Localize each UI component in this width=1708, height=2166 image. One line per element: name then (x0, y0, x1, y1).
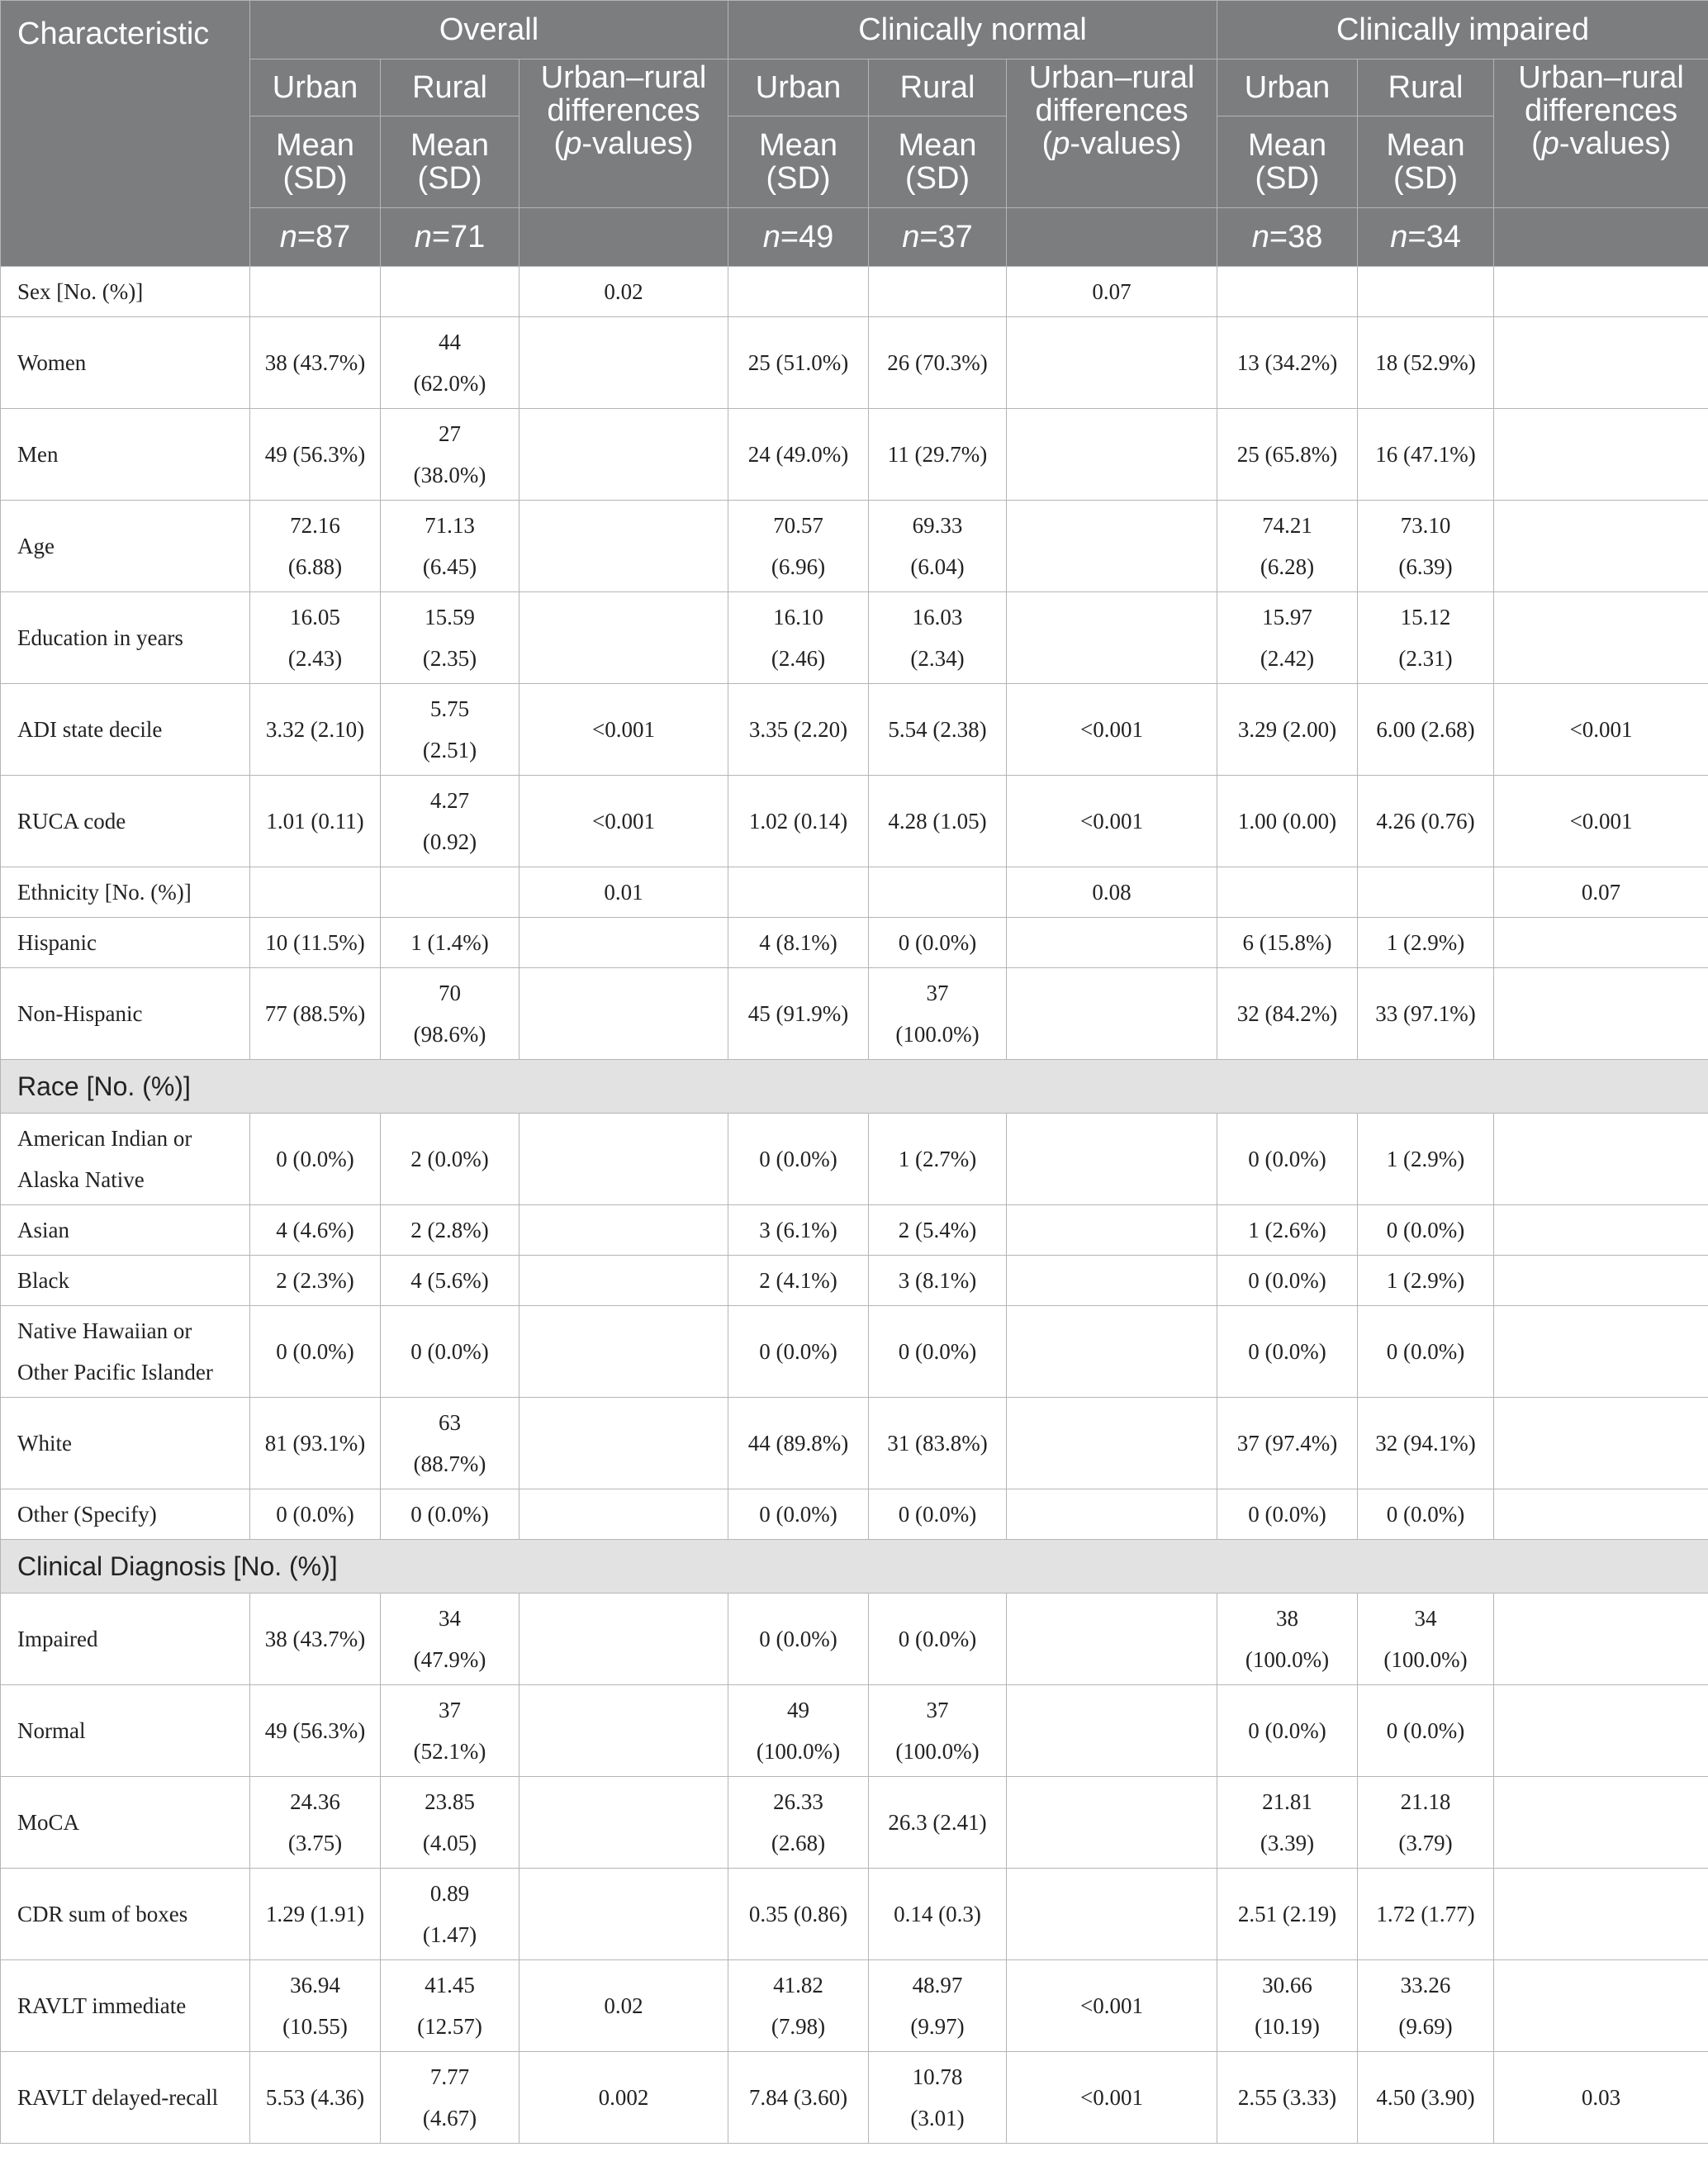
cell-overall-urban (250, 867, 381, 918)
table-row (1, 1594, 1708, 1685)
cell-normal-rural: 0 (0.0%) (869, 1306, 1007, 1398)
cell-impaired-rural: 33.26 (9.69) (1358, 1960, 1494, 2052)
table-row (1, 1114, 1708, 1205)
cell-overall-rural: 7.77 (4.67) (381, 2052, 520, 2144)
cell-impaired-rural: 1 (2.9%) (1358, 1114, 1494, 1205)
table-row (1, 918, 1708, 968)
cell-normal-urban: 0 (0.0%) (728, 1594, 869, 1685)
table-row (1, 1777, 1708, 1869)
cell-overall-pvalue: 0.01 (520, 867, 728, 918)
row-label: Native Hawaiian or Other Pacific Islander (1, 1306, 250, 1398)
cell-impaired-pvalue (1494, 968, 1708, 1060)
cell-overall-rural: 2 (2.8%) (381, 1205, 520, 1256)
cell-normal-urban: 1.02 (0.14) (728, 776, 869, 867)
cell-normal-pvalue (1007, 1398, 1217, 1489)
cell-overall-urban: 49 (56.3%) (250, 409, 381, 501)
cell-normal-rural: 0.14 (0.3) (869, 1869, 1007, 1960)
cell-normal-rural: 3 (8.1%) (869, 1256, 1007, 1306)
cell-normal-pvalue (1007, 592, 1217, 684)
cell-impaired-pvalue (1494, 1205, 1708, 1256)
cell-overall-rural: 63 (88.7%) (381, 1398, 520, 1489)
row-label: Sex [No. (%)] (1, 267, 250, 317)
table-row (1, 968, 1708, 1060)
cell-normal-urban: 70.57 (6.96) (728, 501, 869, 592)
cell-overall-pvalue (520, 968, 728, 1060)
cell-overall-pvalue (520, 592, 728, 684)
cell-normal-urban: 7.84 (3.60) (728, 2052, 869, 2144)
cell-impaired-urban: 0 (0.0%) (1217, 1306, 1358, 1398)
cell-impaired-pvalue (1494, 1306, 1708, 1398)
header-measure-row (1, 116, 1708, 208)
cell-normal-pvalue: <0.001 (1007, 1960, 1217, 2052)
cell-impaired-pvalue (1494, 409, 1708, 501)
cell-impaired-rural: 21.18 (3.79) (1358, 1777, 1494, 1869)
cell-normal-urban: 3.35 (2.20) (728, 684, 869, 776)
cell-impaired-urban: 0 (0.0%) (1217, 1114, 1358, 1205)
cell-normal-pvalue: 0.08 (1007, 867, 1217, 918)
cell-overall-pvalue (520, 1256, 728, 1306)
table-row (1, 867, 1708, 918)
cell-overall-pvalue (520, 1398, 728, 1489)
cell-overall-rural: 23.85 (4.05) (381, 1777, 520, 1869)
cell-overall-urban: 72.16 (6.88) (250, 501, 381, 592)
cell-overall-pvalue (520, 1205, 728, 1256)
row-label: RAVLT delayed-recall (1, 2052, 250, 2144)
cell-overall-pvalue: 0.02 (520, 267, 728, 317)
cell-overall-urban: 49 (56.3%) (250, 1685, 381, 1777)
section-label: Race [No. (%)] (1, 1060, 1708, 1114)
cell-normal-pvalue (1007, 501, 1217, 592)
cell-impaired-urban: 2.55 (3.33) (1217, 2052, 1358, 2144)
cell-impaired-pvalue (1494, 267, 1708, 317)
cell-normal-pvalue (1007, 1685, 1217, 1777)
cell-normal-pvalue (1007, 1869, 1217, 1960)
cell-impaired-urban: 13 (34.2%) (1217, 317, 1358, 409)
cell-normal-rural: 5.54 (2.38) (869, 684, 1007, 776)
cell-overall-pvalue: <0.001 (520, 776, 728, 867)
cell-overall-urban: 5.53 (4.36) (250, 2052, 381, 2144)
cell-impaired-rural: 0 (0.0%) (1358, 1489, 1494, 1540)
cell-impaired-pvalue: 0.03 (1494, 2052, 1708, 2144)
cell-impaired-pvalue (1494, 1398, 1708, 1489)
cell-impaired-rural: 18 (52.9%) (1358, 317, 1494, 409)
cell-normal-urban: 25 (51.0%) (728, 317, 869, 409)
table-row (1, 2052, 1708, 2144)
cell-normal-pvalue (1007, 1256, 1217, 1306)
cell-impaired-urban: 6 (15.8%) (1217, 918, 1358, 968)
cell-normal-pvalue: <0.001 (1007, 2052, 1217, 2144)
n-count: n=37 (869, 208, 1007, 267)
cell-overall-rural: 5.75 (2.51) (381, 684, 520, 776)
mean-sd-header: Mean (SD) (728, 116, 869, 208)
header-n-row (1, 208, 1708, 267)
cell-overall-urban: 36.94 (10.55) (250, 1960, 381, 2052)
table-row (1, 1306, 1708, 1398)
cell-overall-rural: 27 (38.0%) (381, 409, 520, 501)
pvalue-header: Urban–rural differences (p-values) (1007, 59, 1217, 208)
cell-normal-urban: 3 (6.1%) (728, 1205, 869, 1256)
cell-impaired-rural: 34 (100.0%) (1358, 1594, 1494, 1685)
mean-sd-header: Mean (SD) (381, 116, 520, 208)
n-empty (1007, 208, 1217, 267)
cell-normal-rural: 31 (83.8%) (869, 1398, 1007, 1489)
row-label: CDR sum of boxes (1, 1869, 250, 1960)
row-label: RUCA code (1, 776, 250, 867)
cell-normal-urban: 45 (91.9%) (728, 968, 869, 1060)
cell-normal-pvalue: <0.001 (1007, 684, 1217, 776)
cell-normal-pvalue (1007, 1489, 1217, 1540)
row-label: Black (1, 1256, 250, 1306)
row-label: White (1, 1398, 250, 1489)
table-row (1, 592, 1708, 684)
table-body (1, 267, 1708, 2144)
cell-normal-urban: 49 (100.0%) (728, 1685, 869, 1777)
cell-impaired-urban: 2.51 (2.19) (1217, 1869, 1358, 1960)
cell-overall-urban: 0 (0.0%) (250, 1114, 381, 1205)
cell-impaired-rural: 6.00 (2.68) (1358, 684, 1494, 776)
row-label: Other (Specify) (1, 1489, 250, 1540)
cell-impaired-urban: 1 (2.6%) (1217, 1205, 1358, 1256)
cell-overall-rural: 0.89 (1.47) (381, 1869, 520, 1960)
mean-sd-header: Mean (SD) (869, 116, 1007, 208)
cell-impaired-urban: 74.21 (6.28) (1217, 501, 1358, 592)
table-header (1, 1, 1708, 267)
n-empty (520, 208, 728, 267)
cell-impaired-rural (1358, 267, 1494, 317)
cell-overall-pvalue: 0.002 (520, 2052, 728, 2144)
cell-impaired-pvalue: <0.001 (1494, 776, 1708, 867)
cell-overall-urban: 0 (0.0%) (250, 1306, 381, 1398)
cell-normal-urban: 0 (0.0%) (728, 1114, 869, 1205)
row-label: American Indian or Alaska Native (1, 1114, 250, 1205)
cell-normal-rural: 0 (0.0%) (869, 1489, 1007, 1540)
cell-impaired-urban: 21.81 (3.39) (1217, 1777, 1358, 1869)
cell-normal-rural (869, 267, 1007, 317)
cell-impaired-urban: 0 (0.0%) (1217, 1685, 1358, 1777)
cell-impaired-urban: 30.66 (10.19) (1217, 1960, 1358, 2052)
cell-overall-pvalue (520, 409, 728, 501)
cell-normal-pvalue (1007, 1777, 1217, 1869)
cell-overall-urban: 24.36 (3.75) (250, 1777, 381, 1869)
table-row (1, 1489, 1708, 1540)
n-count: n=71 (381, 208, 520, 267)
group-header-clinically-normal: Clinically normal (728, 1, 1217, 59)
cell-impaired-urban: 38 (100.0%) (1217, 1594, 1358, 1685)
cell-normal-rural: 69.33 (6.04) (869, 501, 1007, 592)
cell-overall-rural: 2 (0.0%) (381, 1114, 520, 1205)
mean-sd-header: Mean (SD) (1217, 116, 1358, 208)
cell-normal-rural: 1 (2.7%) (869, 1114, 1007, 1205)
cell-normal-rural: 0 (0.0%) (869, 1594, 1007, 1685)
cell-overall-rural: 37 (52.1%) (381, 1685, 520, 1777)
cell-normal-pvalue (1007, 968, 1217, 1060)
cell-impaired-rural: 32 (94.1%) (1358, 1398, 1494, 1489)
cell-normal-rural: 16.03 (2.34) (869, 592, 1007, 684)
cell-impaired-rural: 1 (2.9%) (1358, 1256, 1494, 1306)
cell-impaired-rural: 4.50 (3.90) (1358, 2052, 1494, 2144)
cell-normal-urban: 0 (0.0%) (728, 1306, 869, 1398)
section-header-row (1, 1060, 1708, 1114)
mean-sd-header: Mean (SD) (250, 116, 381, 208)
cell-impaired-rural: 15.12 (2.31) (1358, 592, 1494, 684)
table-row (1, 1960, 1708, 2052)
row-label: Ethnicity [No. (%)] (1, 867, 250, 918)
cell-overall-rural: 44 (62.0%) (381, 317, 520, 409)
cell-impaired-pvalue (1494, 1256, 1708, 1306)
cell-normal-urban (728, 867, 869, 918)
cell-overall-urban: 10 (11.5%) (250, 918, 381, 968)
rural-header: Rural (381, 59, 520, 116)
cell-normal-urban: 44 (89.8%) (728, 1398, 869, 1489)
row-label: Education in years (1, 592, 250, 684)
table-row (1, 501, 1708, 592)
table-row (1, 1685, 1708, 1777)
cell-impaired-rural: 73.10 (6.39) (1358, 501, 1494, 592)
cell-impaired-pvalue (1494, 1777, 1708, 1869)
cell-impaired-pvalue (1494, 317, 1708, 409)
header-subgroup-row (1, 59, 1708, 116)
cell-normal-rural: 0 (0.0%) (869, 918, 1007, 968)
cell-overall-urban: 38 (43.7%) (250, 1594, 381, 1685)
cell-normal-urban (728, 267, 869, 317)
pvalue-header: Urban–rural differences (p-values) (520, 59, 728, 208)
cell-impaired-rural: 1 (2.9%) (1358, 918, 1494, 968)
row-label: Impaired (1, 1594, 250, 1685)
cell-impaired-pvalue (1494, 501, 1708, 592)
group-header-overall: Overall (250, 1, 728, 59)
cell-overall-rural: 41.45 (12.57) (381, 1960, 520, 2052)
cell-impaired-pvalue (1494, 1594, 1708, 1685)
cell-normal-pvalue (1007, 918, 1217, 968)
cell-overall-urban: 4 (4.6%) (250, 1205, 381, 1256)
cell-normal-urban: 0 (0.0%) (728, 1489, 869, 1540)
cell-impaired-pvalue (1494, 1960, 1708, 2052)
cell-impaired-rural: 0 (0.0%) (1358, 1205, 1494, 1256)
cell-normal-pvalue (1007, 1114, 1217, 1205)
cell-normal-pvalue: <0.001 (1007, 776, 1217, 867)
row-label: Hispanic (1, 918, 250, 968)
cell-overall-urban: 3.32 (2.10) (250, 684, 381, 776)
cell-impaired-urban: 37 (97.4%) (1217, 1398, 1358, 1489)
row-label: RAVLT immediate (1, 1960, 250, 2052)
rural-header: Rural (1358, 59, 1494, 116)
cell-overall-rural: 4.27 (0.92) (381, 776, 520, 867)
cell-overall-rural: 70 (98.6%) (381, 968, 520, 1060)
cell-overall-rural: 4 (5.6%) (381, 1256, 520, 1306)
cell-normal-rural: 4.28 (1.05) (869, 776, 1007, 867)
cell-overall-rural (381, 867, 520, 918)
cell-impaired-urban: 0 (0.0%) (1217, 1256, 1358, 1306)
cell-overall-urban: 2 (2.3%) (250, 1256, 381, 1306)
cell-normal-rural: 48.97 (9.97) (869, 1960, 1007, 2052)
n-count: n=38 (1217, 208, 1358, 267)
row-label: Women (1, 317, 250, 409)
row-label: Asian (1, 1205, 250, 1256)
cell-normal-rural: 37 (100.0%) (869, 968, 1007, 1060)
urban-header: Urban (1217, 59, 1358, 116)
cell-overall-pvalue (520, 1685, 728, 1777)
cell-overall-urban: 1.01 (0.11) (250, 776, 381, 867)
cell-normal-pvalue (1007, 1594, 1217, 1685)
cell-normal-urban: 4 (8.1%) (728, 918, 869, 968)
cell-normal-urban: 41.82 (7.98) (728, 1960, 869, 2052)
cell-overall-pvalue: <0.001 (520, 684, 728, 776)
cell-overall-urban: 81 (93.1%) (250, 1398, 381, 1489)
section-label: Clinical Diagnosis [No. (%)] (1, 1540, 1708, 1594)
cell-overall-pvalue (520, 317, 728, 409)
table-row (1, 1869, 1708, 1960)
cell-impaired-urban (1217, 267, 1358, 317)
cell-normal-pvalue (1007, 1306, 1217, 1398)
cell-overall-rural: 0 (0.0%) (381, 1489, 520, 1540)
cell-normal-rural: 11 (29.7%) (869, 409, 1007, 501)
cell-impaired-urban: 1.00 (0.00) (1217, 776, 1358, 867)
cell-impaired-rural: 16 (47.1%) (1358, 409, 1494, 501)
cell-impaired-urban: 3.29 (2.00) (1217, 684, 1358, 776)
header-group-row (1, 1, 1708, 59)
table-row (1, 1398, 1708, 1489)
n-empty (1494, 208, 1708, 267)
cell-overall-pvalue (520, 1869, 728, 1960)
cell-normal-rural: 2 (5.4%) (869, 1205, 1007, 1256)
cell-impaired-rural (1358, 867, 1494, 918)
cell-normal-rural: 26 (70.3%) (869, 317, 1007, 409)
cell-impaired-rural: 4.26 (0.76) (1358, 776, 1494, 867)
cell-overall-pvalue (520, 1777, 728, 1869)
row-label: Normal (1, 1685, 250, 1777)
cell-impaired-urban: 32 (84.2%) (1217, 968, 1358, 1060)
n-count: n=87 (250, 208, 381, 267)
cell-normal-pvalue: 0.07 (1007, 267, 1217, 317)
table-row (1, 409, 1708, 501)
cell-normal-urban: 26.33 (2.68) (728, 1777, 869, 1869)
section-header-row (1, 1540, 1708, 1594)
cell-impaired-urban: 25 (65.8%) (1217, 409, 1358, 501)
cell-impaired-pvalue (1494, 918, 1708, 968)
table-row (1, 317, 1708, 409)
cell-impaired-pvalue (1494, 1489, 1708, 1540)
cell-normal-rural: 37 (100.0%) (869, 1685, 1007, 1777)
cell-impaired-pvalue (1494, 592, 1708, 684)
cell-overall-urban: 77 (88.5%) (250, 968, 381, 1060)
row-label: Non-Hispanic (1, 968, 250, 1060)
cell-impaired-pvalue (1494, 1869, 1708, 1960)
cell-overall-urban: 0 (0.0%) (250, 1489, 381, 1540)
cell-overall-rural: 0 (0.0%) (381, 1306, 520, 1398)
cell-normal-urban: 24 (49.0%) (728, 409, 869, 501)
cell-impaired-pvalue: 0.07 (1494, 867, 1708, 918)
cell-overall-rural: 15.59 (2.35) (381, 592, 520, 684)
cell-normal-rural: 26.3 (2.41) (869, 1777, 1007, 1869)
characteristic-header: Characteristic (1, 1, 250, 267)
cell-overall-pvalue (520, 1114, 728, 1205)
cell-impaired-urban: 0 (0.0%) (1217, 1489, 1358, 1540)
n-count: n=34 (1358, 208, 1494, 267)
cell-normal-urban: 16.10 (2.46) (728, 592, 869, 684)
urban-header: Urban (728, 59, 869, 116)
cell-overall-pvalue: 0.02 (520, 1960, 728, 2052)
n-count: n=49 (728, 208, 869, 267)
cell-impaired-rural: 1.72 (1.77) (1358, 1869, 1494, 1960)
cell-normal-urban: 0.35 (0.86) (728, 1869, 869, 1960)
table-row (1, 267, 1708, 317)
cell-impaired-pvalue (1494, 1114, 1708, 1205)
cell-impaired-rural: 0 (0.0%) (1358, 1685, 1494, 1777)
cell-overall-pvalue (520, 1489, 728, 1540)
group-header-clinically-impaired: Clinically impaired (1217, 1, 1708, 59)
cell-overall-urban: 16.05 (2.43) (250, 592, 381, 684)
cell-overall-rural (381, 267, 520, 317)
pvalue-header: Urban–rural differences (p-values) (1494, 59, 1708, 208)
cell-overall-urban: 38 (43.7%) (250, 317, 381, 409)
cell-normal-pvalue (1007, 317, 1217, 409)
cell-impaired-pvalue (1494, 1685, 1708, 1777)
cell-overall-urban (250, 267, 381, 317)
cell-normal-pvalue (1007, 409, 1217, 501)
cell-overall-pvalue (520, 918, 728, 968)
table-row (1, 684, 1708, 776)
cell-normal-rural: 10.78 (3.01) (869, 2052, 1007, 2144)
row-label: MoCA (1, 1777, 250, 1869)
table-row (1, 776, 1708, 867)
table-row (1, 1205, 1708, 1256)
cell-normal-rural (869, 867, 1007, 918)
cell-overall-pvalue (520, 1594, 728, 1685)
cell-impaired-urban: 15.97 (2.42) (1217, 592, 1358, 684)
row-label: ADI state decile (1, 684, 250, 776)
cell-impaired-rural: 0 (0.0%) (1358, 1306, 1494, 1398)
cell-overall-rural: 1 (1.4%) (381, 918, 520, 968)
urban-header: Urban (250, 59, 381, 116)
cell-overall-urban: 1.29 (1.91) (250, 1869, 381, 1960)
cell-impaired-pvalue: <0.001 (1494, 684, 1708, 776)
mean-sd-header: Mean (SD) (1358, 116, 1494, 208)
table-row (1, 1256, 1708, 1306)
cell-overall-rural: 34 (47.9%) (381, 1594, 520, 1685)
cell-overall-pvalue (520, 501, 728, 592)
cell-overall-rural: 71.13 (6.45) (381, 501, 520, 592)
row-label: Age (1, 501, 250, 592)
cell-impaired-rural: 33 (97.1%) (1358, 968, 1494, 1060)
row-label: Men (1, 409, 250, 501)
cell-normal-pvalue (1007, 1205, 1217, 1256)
rural-header: Rural (869, 59, 1007, 116)
cell-impaired-urban (1217, 867, 1358, 918)
cell-overall-pvalue (520, 1306, 728, 1398)
cell-normal-urban: 2 (4.1%) (728, 1256, 869, 1306)
